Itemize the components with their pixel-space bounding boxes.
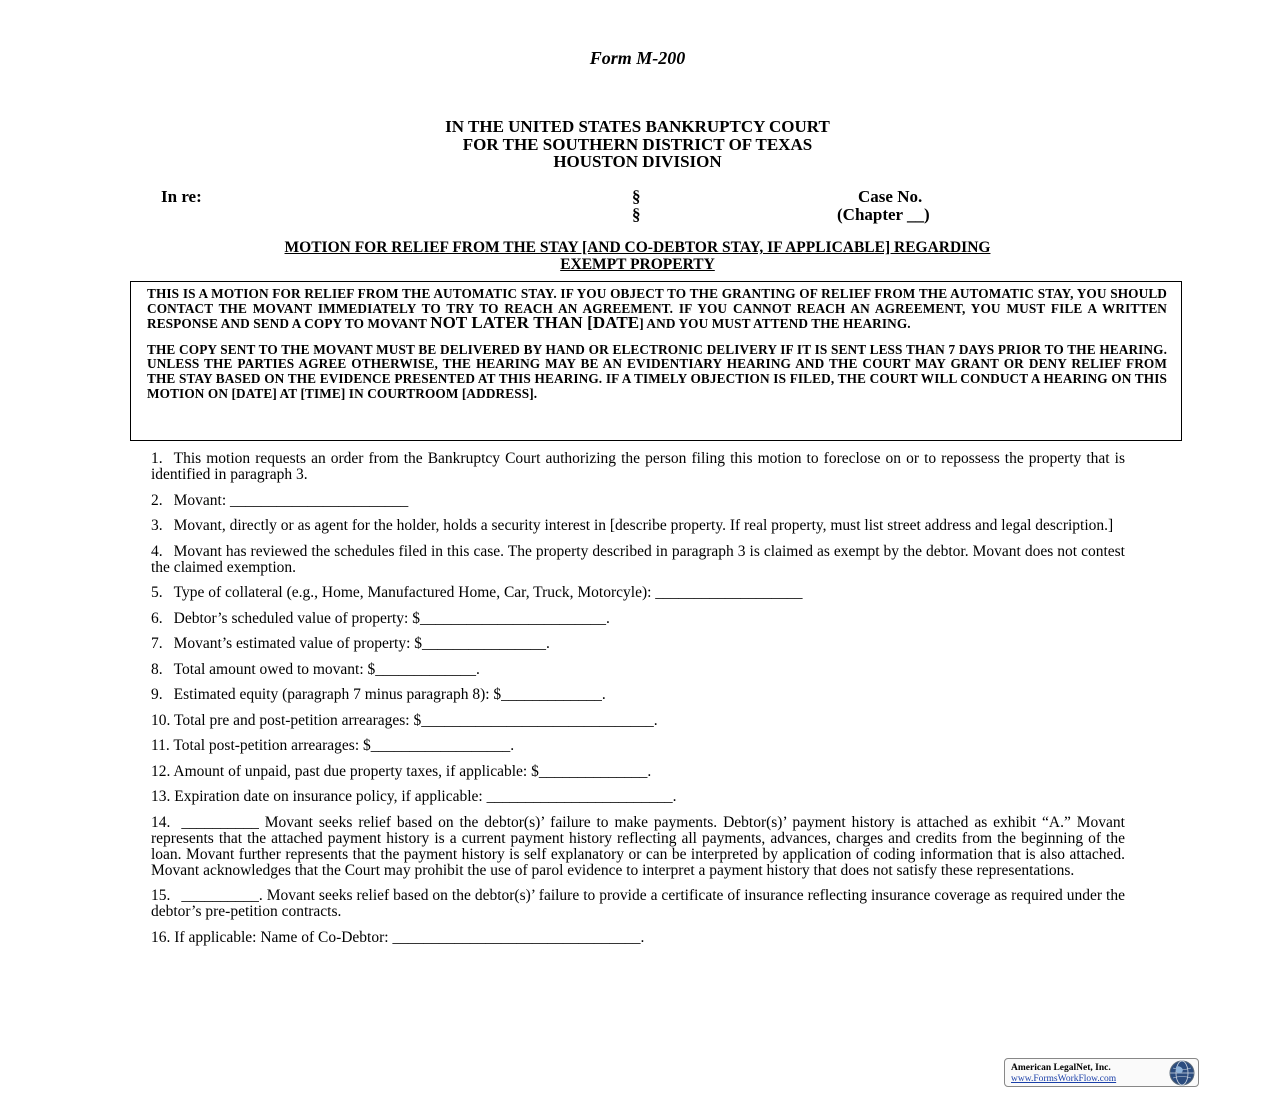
item-text: __________. Movant seeks relief based on the debtor(s)’ failure to provide a certificate of insurance reflecting insurance coverage as required under the debtor’s pre-petition contracts. [151,887,1125,920]
motion-title-line-1: MOTION FOR RELIEF FROM THE STAY [AND CO-DEBTOR STAY, IF APPLICABLE] REGARDING [284,239,991,256]
item-text: Type of collateral (e.g., Home, Manufactured Home, Car, Truck, Motorcyle): ___________________ [173,584,803,601]
item-number: 7. [151,635,163,652]
item-number: 13. [151,788,171,805]
item-text: __________ Movant seeks relief based on the debtor(s)’ failure to make payments. Debtor(s)’ payment history is attached as exhibit “A.” Movant represents that the attached payment history is a current payment history reflecting all payments, advances, charges and credits from the beginning of the loan. Movant further represents that the payment history is self explanatory or can be interpreted by application of coding information that is also attached. Movant acknowledges that the Court may prohibit the use of parol evidence to interpret a payment history that does not satisfy these representations. [151,813,1125,879]
in-re-label: In re: [161,187,202,206]
item-text: Debtor’s scheduled value of property: $________________________. [173,609,610,627]
court-line-2: FOR THE SOUTHERN DISTRICT OF TEXAS [462,134,813,154]
item-number: 12. [151,762,171,780]
item-text: Movant’s estimated value of property: $________________. [173,635,550,652]
item-text: This motion requests an order from the Bankruptcy Court authorizing the person filing this motion to foreclose on or to repossess the property that is identified in paragraph 3. [151,450,1125,483]
item-9 [151,687,1125,703]
court-heading [0,118,1275,171]
footer-logo[interactable] [1004,1058,1199,1087]
item-number: 8. [151,660,163,678]
notice-deadline: NOT LATER THAN [DATE [430,313,640,333]
item-15 [151,888,1125,920]
item-text: Total amount owed to movant: $_____________. [173,660,480,678]
item-number: 1. [151,450,163,467]
item-number: 3. [151,517,163,534]
item-12 [151,764,1125,780]
logo-website-link[interactable]: www.FormsWorkFlow.com [1011,1074,1117,1084]
item-11 [151,738,1125,754]
item-7 [151,636,1125,652]
item-14 [151,815,1125,879]
item-5 [151,585,1125,601]
item-text: Amount of unpaid, past due property taxes, if applicable: $______________. [173,762,652,780]
item-8 [151,662,1125,678]
motion-title-line-2: EXEMPT PROPERTY [560,255,715,273]
notice-p1-end: ] AND YOU MUST ATTEND THE HEARING. [639,316,911,332]
item-text: Estimated equity (paragraph 7 minus paragraph 8): $_____________. [173,686,606,703]
item-number: 4. [151,542,163,560]
chapter-label: (Chapter __) [837,205,930,224]
notice-paragraph-1 [147,287,1167,332]
item-number: 14. [151,813,171,831]
item-1 [151,451,1125,483]
item-text: If applicable: Name of Co-Debtor: ________________________________. [174,928,645,946]
notice-paragraph-2: THE COPY SENT TO THE MOVANT MUST BE DELIVERED BY HAND OR ELECTRONIC DELIVERY IF IT IS SENT LESS THAN 7 DAYS PRIOR TO THE HEARING. UNLESS THE PARTIES AGREE OTHERWISE, THE HEARING MAY BE AN EVIDENTIARY HEARING AND THE COURT MAY GRANT OR DENY RELIEF FROM THE STAY BASED ON THE EVIDENCE PRESENTED AT THIS HEARING. IF A TIMELY OBJECTION IS FILED, THE COURT WILL CONDUCT A HEARING ON THIS MOTION ON [DATE] AT [TIME] IN COURTROOM [ADDRESS]. [147,341,1167,401]
item-text: Total pre and post-petition arrearages: $______________________________. [173,711,658,729]
item-number: 9. [151,686,163,703]
item-number: 6. [151,609,163,627]
section-symbol-1: § [632,187,641,206]
item-number: 16. [151,928,171,946]
court-line-3: HOUSTON DIVISION [553,152,722,171]
item-6 [151,611,1125,627]
item-number: 11. [151,737,170,754]
item-number: 15. [151,887,171,904]
notice-box [130,281,1182,441]
item-3 [151,518,1125,534]
item-text: Movant, directly or as agent for the holder, holds a security interest in [describe property. If real property, must list street address and legal description.] [173,517,1114,534]
globe-icon [1169,1060,1195,1086]
item-10 [151,713,1125,729]
case-number-label: Case No. [858,187,923,206]
item-4 [151,544,1125,576]
item-13 [151,789,1125,805]
motion-title [150,240,1125,273]
notice-p1-text: THIS IS A MOTION FOR RELIEF FROM THE AUTOMATIC STAY. IF YOU OBJECT TO THE GRANTING OF RELIEF FROM THE AUTOMATIC STAY, YOU SHOULD CONTACT THE MOVANT IMMEDIATELY TO TRY TO REACH AN AGREEMENT. IF YOU CANNOT REACH AN AGREEMENT, YOU MUST FILE A WRITTEN RESPONSE AND SEND A COPY TO MOVANT [147,286,1167,332]
item-number: 2. [151,491,163,509]
item-text: Expiration date on insurance policy, if applicable: ________________________. [174,788,677,805]
item-number: 5. [151,584,163,601]
court-line-1: IN THE UNITED STATES BANKRUPTCY COURT [445,117,830,136]
logo-company-name: American LegalNet, Inc. [1011,1063,1111,1073]
item-text: Movant has reviewed the schedules filed in this case. The property described in paragraph 3 is claimed as exempt by the debtor. Movant does not contest the claimed exemption. [151,542,1125,576]
item-text: Total post-petition arrearages: $__________________. [173,737,515,754]
motion-items [151,451,1125,955]
item-text: Movant: _______________________ [173,491,409,509]
item-number: 10. [151,711,171,729]
form-number: Form M-200 [589,48,686,68]
item-2 [151,493,1125,509]
item-16 [151,930,1125,946]
section-symbol-2: § [632,205,641,224]
